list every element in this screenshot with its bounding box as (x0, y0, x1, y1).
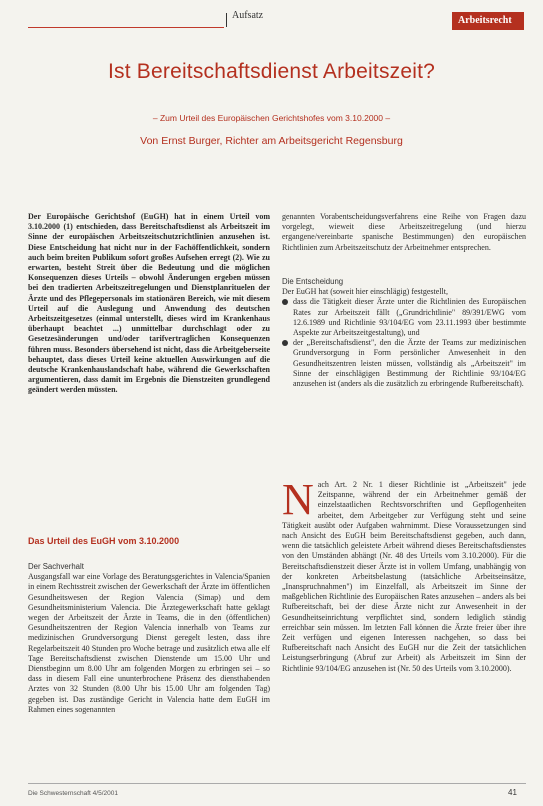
section-title: Das Urteil des EuGH vom 3.10.2000 (28, 536, 180, 546)
article-author: Von Ernst Burger, Richter am Arbeitsgericht Regensburg (140, 135, 403, 147)
drop-cap: N (282, 475, 314, 524)
body-paragraph: ach Art. 2 Nr. 1 dieser Richtlinie ist „Arbeitszeit" jede Zeitspanne, während der ein Arbeitnehmer gemäß der einzelstaatlichen Rechtsvorschriften und Gepflogenheiten arbeitet, dem Arbeitgeber zur Verfügung steht und seine Tätigkeit ausübt oder Aufgaben wahrnimmt. Diese Voraussetzungen sind nach Ansicht des EuGH beim Bereitschaftsdienst gegeben, auch dann, wenn die tatsächlich geleistete Arbeit während dieses Bereitschaftsdienstes von den Umständen abhängt (Nr. 48 des Urteils vom 3.10.2000). Für die Bereitschaftsdienstzeit dieser Ärzte ist in vollem Umfang, unabhängig von der konkreten Arbeitsbelastung (tatsächliche Arbeitseinsätze, „Inanspruchnahmen") im Einzelfall, als Arbeitszeit im Sinne der maßgeblichen Richtlinie des Europäischen Rates anzusehen – anders als bei Rufbereitschaft, bei der diese Ärzte nicht zur Anwesenheit in der Gesundheitseinrichtung verpflichtet sind, sondern lediglich ständig erreichbar sein müssen. Im letzten Fall können die Ärzte freier über ihre Zeit verfügen und eigenen Interessen nachgehen, so dass bei Rufbereitschaft nach Ansicht des EuGH nur die Zeit der tatsächlichen Leistungserbringung (Abruf zur Arbeit) als Arbeitszeit im Sinn der Richtlinie 93/104/EG anzusehen ist (Nr. 50 des Urteils vom 3.10.2000). (282, 480, 526, 673)
right-decision (282, 277, 526, 389)
sachverhalt-paragraph: Ausgangsfall war eine Vorlage des Beratungsgerichtes in Valencia/Spanien in einem Rechtsstreit zwischen der Gewerkschaft der Ärzte im öffentlichen Gesundheitswesen der Region Valencia (Simap) und dem Gesundheitsministerium Valencia. Die Ärztegewerkschaft hatte geklagt wegen der Arbeitszeit der Ärzte in Teams, die in den (öffentlichen) Gesundheitszentren der Region Valencia innerhalb von Teams zur medizinischen Grundversorgung Dienst geregelt lesten, dass ihre Regelarbeitszeit 40 Stunden pro Woche betrage und zusätzlich etwa alle elf Tage Bereitschaftsdienst zwischen Dienstende um 15.00 Uhr und Dienstbeginn um 8.00 Uhr am folgenden Morgen zu erbringen sei – so dass in diesem Fall eine ununterbrochene Präsenz des diensthabenden Arztes von 32 Stunden (8.00 Uhr bis 15.00 Uhr am folgenden Tag) gegeben ist. Das zuständige Gericht in Valencia hatte dem EuGH im Rahmen eines sogenannten (28, 572, 270, 714)
page-number: 41 (508, 788, 517, 797)
bullet-icon (282, 299, 288, 305)
section-label-right: Arbeitsrecht (458, 15, 512, 26)
article-subtitle: – Zum Urteil des Europäischen Gerichtshofes vom 3.10.2000 – (152, 113, 391, 123)
header-rule (226, 13, 227, 27)
right-body (282, 475, 526, 674)
subsection-heading-decision: Die Entscheidung (282, 277, 344, 286)
list-item: der „Bereitschaftsdienst", den die Ärzte der Teams zur medizinischen Grundversorgung in Form persönlicher Anwesenheit in den Gesundheitszentren leisten müssen, vollständig als „Arbeitszeit" im Sinne der einschlägigen Bestimmung der Richtlinie 93/104/EG anzusehen ist (anders als die zusätzlich zu erbringende Rufbereitschaft). (282, 338, 526, 389)
bullet-icon (282, 340, 288, 346)
right-intro: genannten Vorabentscheidungsverfahrens eine Reihe von Fragen dazu vorgelegt, wieweit diese Arbeitszeitregelung (und hierzu ergangene/vereinbarte spanische Bestimmungen) den europäischen Richtlinien zum Arbeitszeitschutz der Arbeitnehmer entsprechen. (282, 212, 526, 252)
article-title: Ist Bereitschaftsdienst Arbeitszeit? (107, 60, 436, 83)
decision-list (282, 297, 526, 389)
intro-paragraph: Der Europäische Gerichtshof (EuGH) hat in einem Urteil vom 3.10.2000 (1) entschieden, dass Bereitschaftsdienst als Arbeitszeit im Sinne der europäischen Arbeitszeitschutzrichtlinien anzusehen ist. Diese Entscheidung hat nicht nur in der Fachöffentlichkeit, sondern auch beim breiten Publikum sofort großes Aufsehen erregt (2). Wie zu erwarten, besteht Streit über die Bedeutung und die möglichen Konsequenzen dieses Urteils – obwohl Änderungen ergeben müssen bei den tradierten Arbeitszeitregelungen und Dienstplanrituelen der Ärzte und des Pflegepersonals im stationären Bereich, wie mit diesem Urteil auf die Auslegung und Anwendung des deutschen Arbeitszeitgesetzes (einmal unterstellt, dieses wird im Krankenhaus überhaupt beachtet ...) unmittelbar durchschlagt oder zu Gesetzesänderungen und/oder tarifvertraglichen Konsequenzen führen muss. Besonders übersehend ist nicht, dass die Arbeitgeberseite behauptet, dass dieses Urteil keine aktuellen Auswirkungen auf die deutsche Krankenhauslandschaft habe, während die Gewerkschaften argumentieren, dass damit im Ergebnis die Dienstzeiten grundlegend geändert werden müssten. (28, 212, 270, 395)
list-item: dass die Tätigkeit dieser Ärzte unter die Richtlinien des Europäischen Rates zur Arbeitszeit fällt („Grundrichtlinie" 89/391/EWG vom 12.6.1989 und Richtlinie 93/104/EG vom 23.11.1993 über bestimmte Aspekte zur Arbeitszeitgestaltung), und (282, 297, 526, 338)
left-body (28, 562, 270, 715)
header-line (28, 27, 224, 28)
section-label: Aufsatz (232, 10, 264, 21)
footer-line (28, 783, 526, 784)
journal-name: Die Schwesternschaft 4/5/2001 (28, 790, 118, 797)
subsection-heading: Der Sachverhalt (28, 562, 84, 571)
decision-lead: Der EuGH hat (soweit hier einschlägig) festgestellt, (282, 287, 448, 297)
